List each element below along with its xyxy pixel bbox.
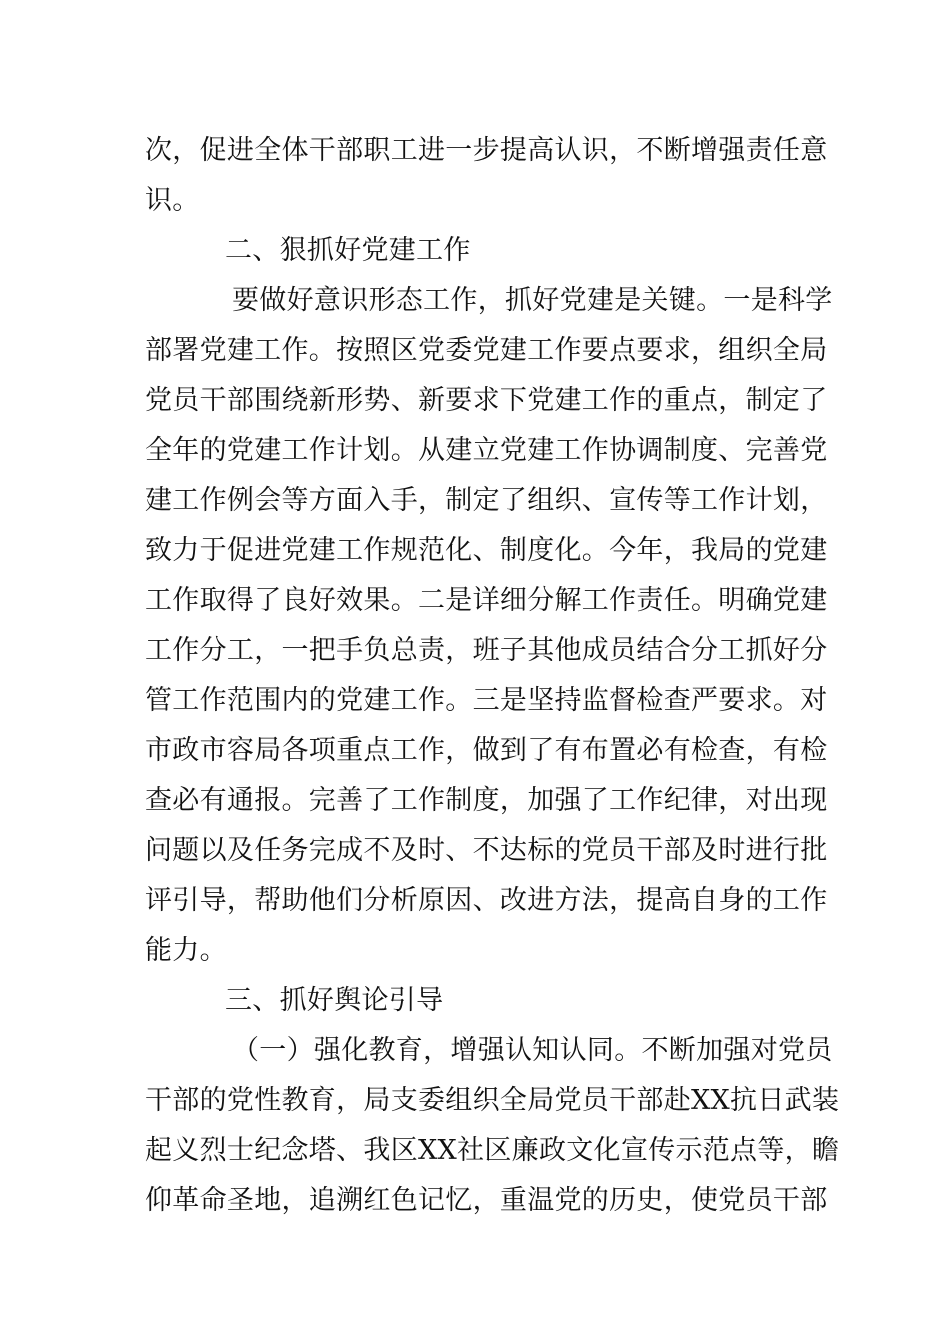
paragraph-line: 仰革命圣地，追溯红色记忆，重温党的历史，使党员干部 [145,1185,828,1216]
paragraph-line: 部署党建工作。按照区党委党建工作要点要求，组织全局 [145,335,828,366]
paragraph-line: 致力于促进党建工作规范化、制度化。今年，我局的党建 [145,535,828,566]
section-heading: 三、抓好舆论引导 [225,985,444,1016]
paragraph-line: 查必有通报。完善了工作制度，加强了工作纪律，对出现 [145,785,828,816]
paragraph-line: 次，促进全体干部职工进一步提高认识，不断增强责任意 [145,135,828,166]
paragraph-line: 管工作范围内的党建工作。三是坚持监督检查严要求。对 [145,685,828,716]
paragraph-line: 建工作例会等方面入手，制定了组织、宣传等工作计划， [145,485,828,516]
paragraph-line: 市政市容局各项重点工作，做到了有布置必有检查，有检 [145,735,828,766]
paragraph-line: 起义烈士纪念塔、我区XX社区廉政文化宣传示范点等，瞻 [145,1135,840,1166]
section-heading: 二、狠抓好党建工作 [225,235,471,266]
paragraph-line: 工作分工，一把手负总责，班子其他成员结合分工抓好分 [145,635,828,666]
paragraph-line: （一）强化教育，增强认知认同。不断加强对党员 [232,1035,833,1066]
paragraph-line: 能力。 [145,935,227,966]
paragraph-line: 党员干部围绕新形势、新要求下党建工作的重点，制定了 [145,385,828,416]
paragraph-line: 全年的党建工作计划。从建立党建工作协调制度、完善党 [145,435,828,466]
paragraph-line: 要做好意识形态工作，抓好党建是关键。一是科学 [232,285,833,316]
paragraph-line: 识。 [145,185,200,216]
paragraph-line: 干部的党性教育，局支委组织全局党员干部赴XX抗日武装 [145,1085,840,1116]
paragraph-line: 评引导，帮助他们分析原因、改进方法，提高自身的工作 [145,885,828,916]
paragraph-line: 问题以及任务完成不及时、不达标的党员干部及时进行批 [145,835,828,866]
paragraph-line: 工作取得了良好效果。二是详细分解工作责任。明确党建 [145,585,828,616]
